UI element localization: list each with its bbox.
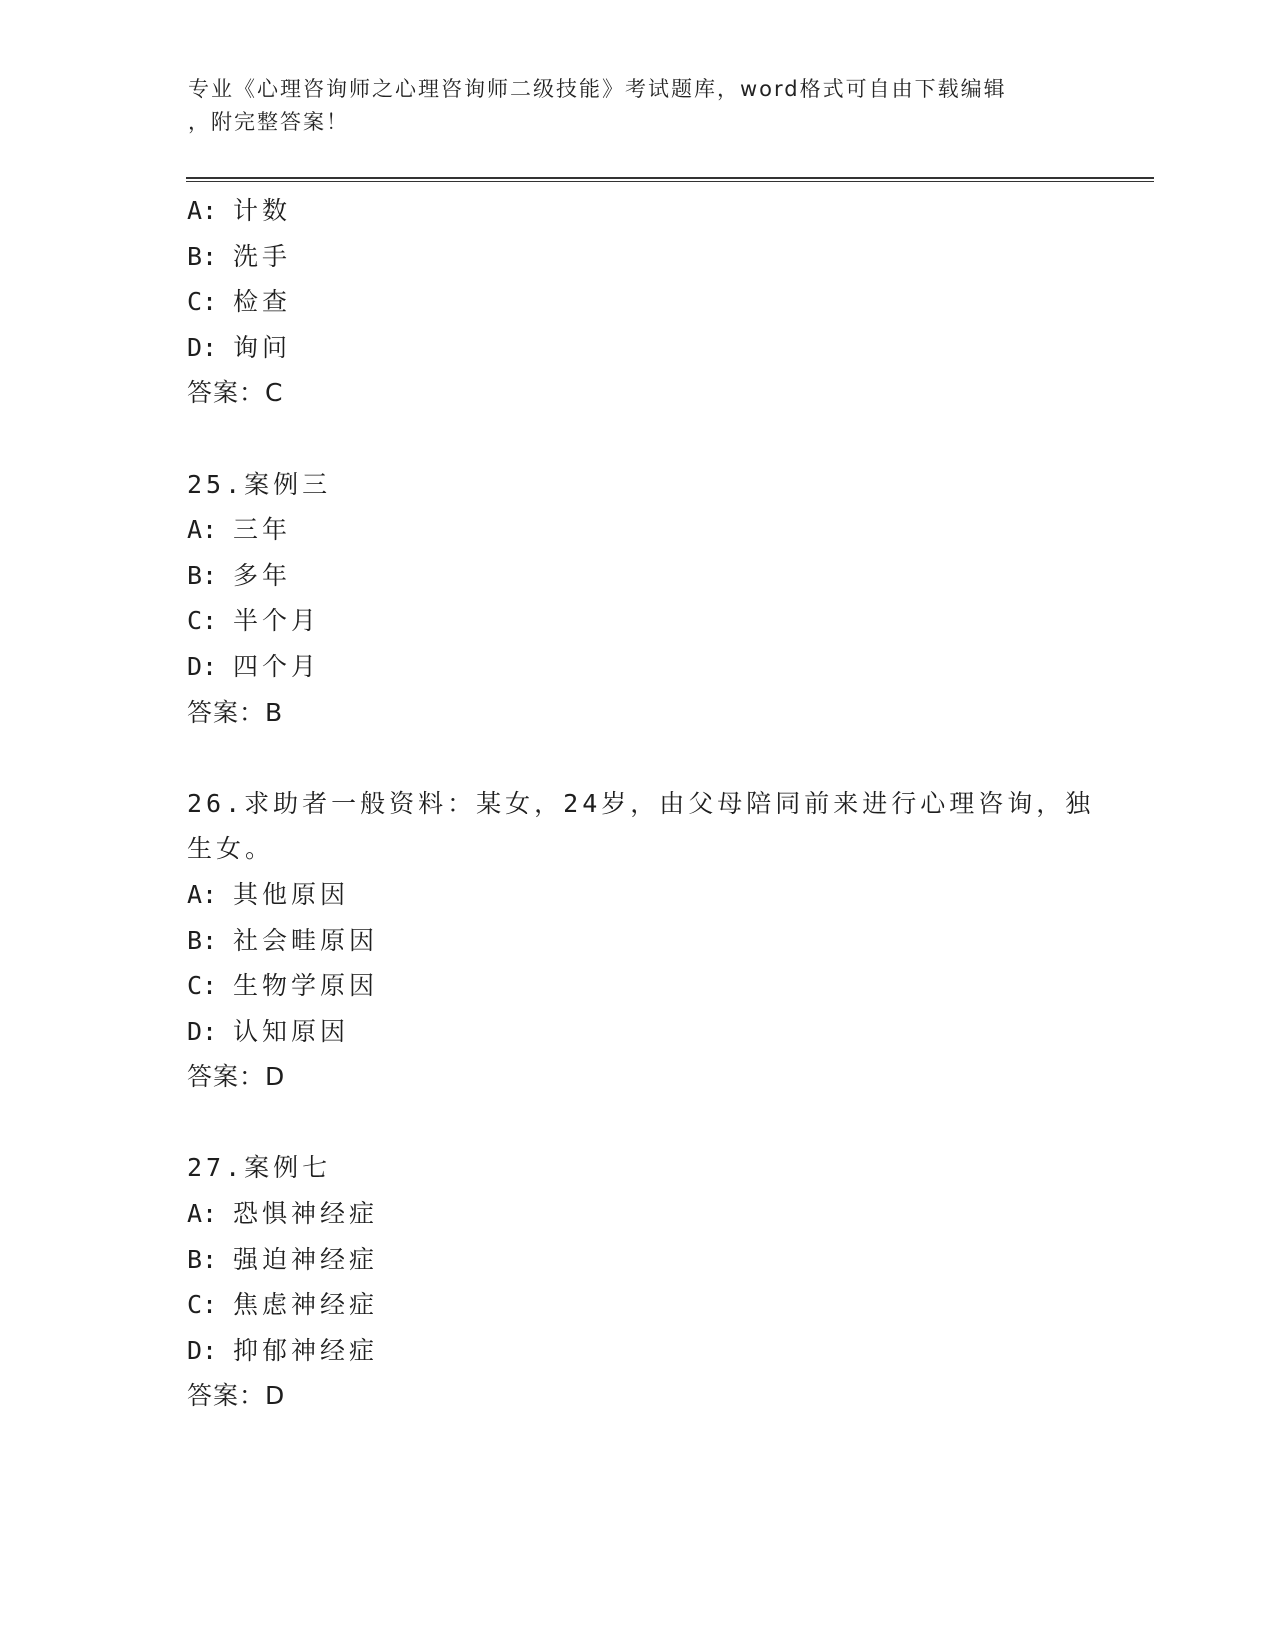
option-key: D: — [187, 1016, 218, 1046]
option-text: 三年 — [233, 515, 292, 545]
option-a — [187, 1191, 1087, 1237]
option-key: B: — [187, 241, 218, 271]
answer-line: 答案：C — [187, 378, 284, 408]
document-header — [188, 73, 1068, 139]
question-title: 25.案例三 — [187, 469, 332, 499]
spacer — [187, 1100, 1087, 1146]
answer-line: 答案：B — [187, 697, 284, 727]
option-key: B: — [187, 560, 218, 590]
option-key: D: — [187, 332, 218, 362]
option-key: D: — [187, 1335, 218, 1365]
header-line-2: ，附完整答案！ — [188, 110, 349, 134]
option-text: 焦虑神经症 — [233, 1290, 379, 1320]
option-a — [187, 188, 1087, 234]
option-key: D: — [187, 651, 218, 681]
question-title-line-1: 26.求助者一般资料：某女，24岁，由父母陪同前来进行心理咨询，独 — [187, 788, 1095, 818]
option-d — [187, 644, 1087, 690]
option-text: 强迫神经症 — [233, 1244, 379, 1274]
spacer — [187, 416, 1087, 462]
option-text: 抑郁神经症 — [233, 1335, 379, 1365]
option-c — [187, 598, 1087, 644]
question-title: 27.案例七 — [187, 1153, 332, 1183]
answer-line: 答案：D — [187, 1062, 286, 1092]
option-text: 检查 — [233, 287, 292, 317]
option-text: 多年 — [233, 560, 292, 590]
option-text: 洗手 — [233, 241, 292, 271]
question-26 — [187, 781, 1095, 1100]
option-c — [187, 1282, 1087, 1328]
option-text: 认知原因 — [233, 1016, 350, 1046]
option-text: 计数 — [233, 196, 292, 225]
option-key: A: — [187, 196, 218, 225]
option-text: 社会畦原因 — [233, 925, 379, 955]
option-d — [187, 325, 1087, 371]
option-key: C: — [187, 1290, 218, 1320]
option-key: A: — [187, 879, 218, 909]
option-d — [187, 1009, 1087, 1055]
option-key: B: — [187, 1244, 218, 1274]
question-prev — [187, 188, 1087, 416]
option-key: C: — [187, 971, 218, 1001]
option-key: C: — [187, 606, 218, 636]
option-key: C: — [187, 287, 218, 317]
option-b — [187, 1237, 1087, 1283]
option-key: A: — [187, 515, 218, 545]
option-text: 四个月 — [233, 651, 321, 681]
question-list — [187, 188, 1095, 1419]
spacer — [187, 735, 1087, 781]
option-key: A: — [187, 1199, 218, 1229]
option-b — [187, 234, 1087, 280]
option-c — [187, 963, 1087, 1009]
option-text: 恐惧神经症 — [233, 1199, 379, 1229]
question-27 — [187, 1145, 1087, 1419]
option-text: 其他原因 — [233, 879, 350, 909]
option-text: 半个月 — [233, 606, 321, 636]
option-key: B: — [187, 925, 218, 955]
question-title-line-2: 生女。 — [187, 834, 275, 864]
option-text: 询问 — [233, 332, 292, 362]
option-d — [187, 1328, 1087, 1374]
option-c — [187, 279, 1087, 325]
answer-line: 答案：D — [187, 1381, 286, 1411]
header-line-1: 专业《心理咨询师之心理咨询师二级技能》考试题库，word格式可自由下载编辑 — [188, 77, 1007, 101]
option-text: 生物学原因 — [233, 971, 379, 1001]
option-b — [187, 918, 1087, 964]
header-divider — [186, 177, 1154, 182]
question-25 — [187, 462, 1087, 736]
option-a — [187, 872, 1087, 918]
option-a — [187, 507, 1087, 553]
option-b — [187, 553, 1087, 599]
